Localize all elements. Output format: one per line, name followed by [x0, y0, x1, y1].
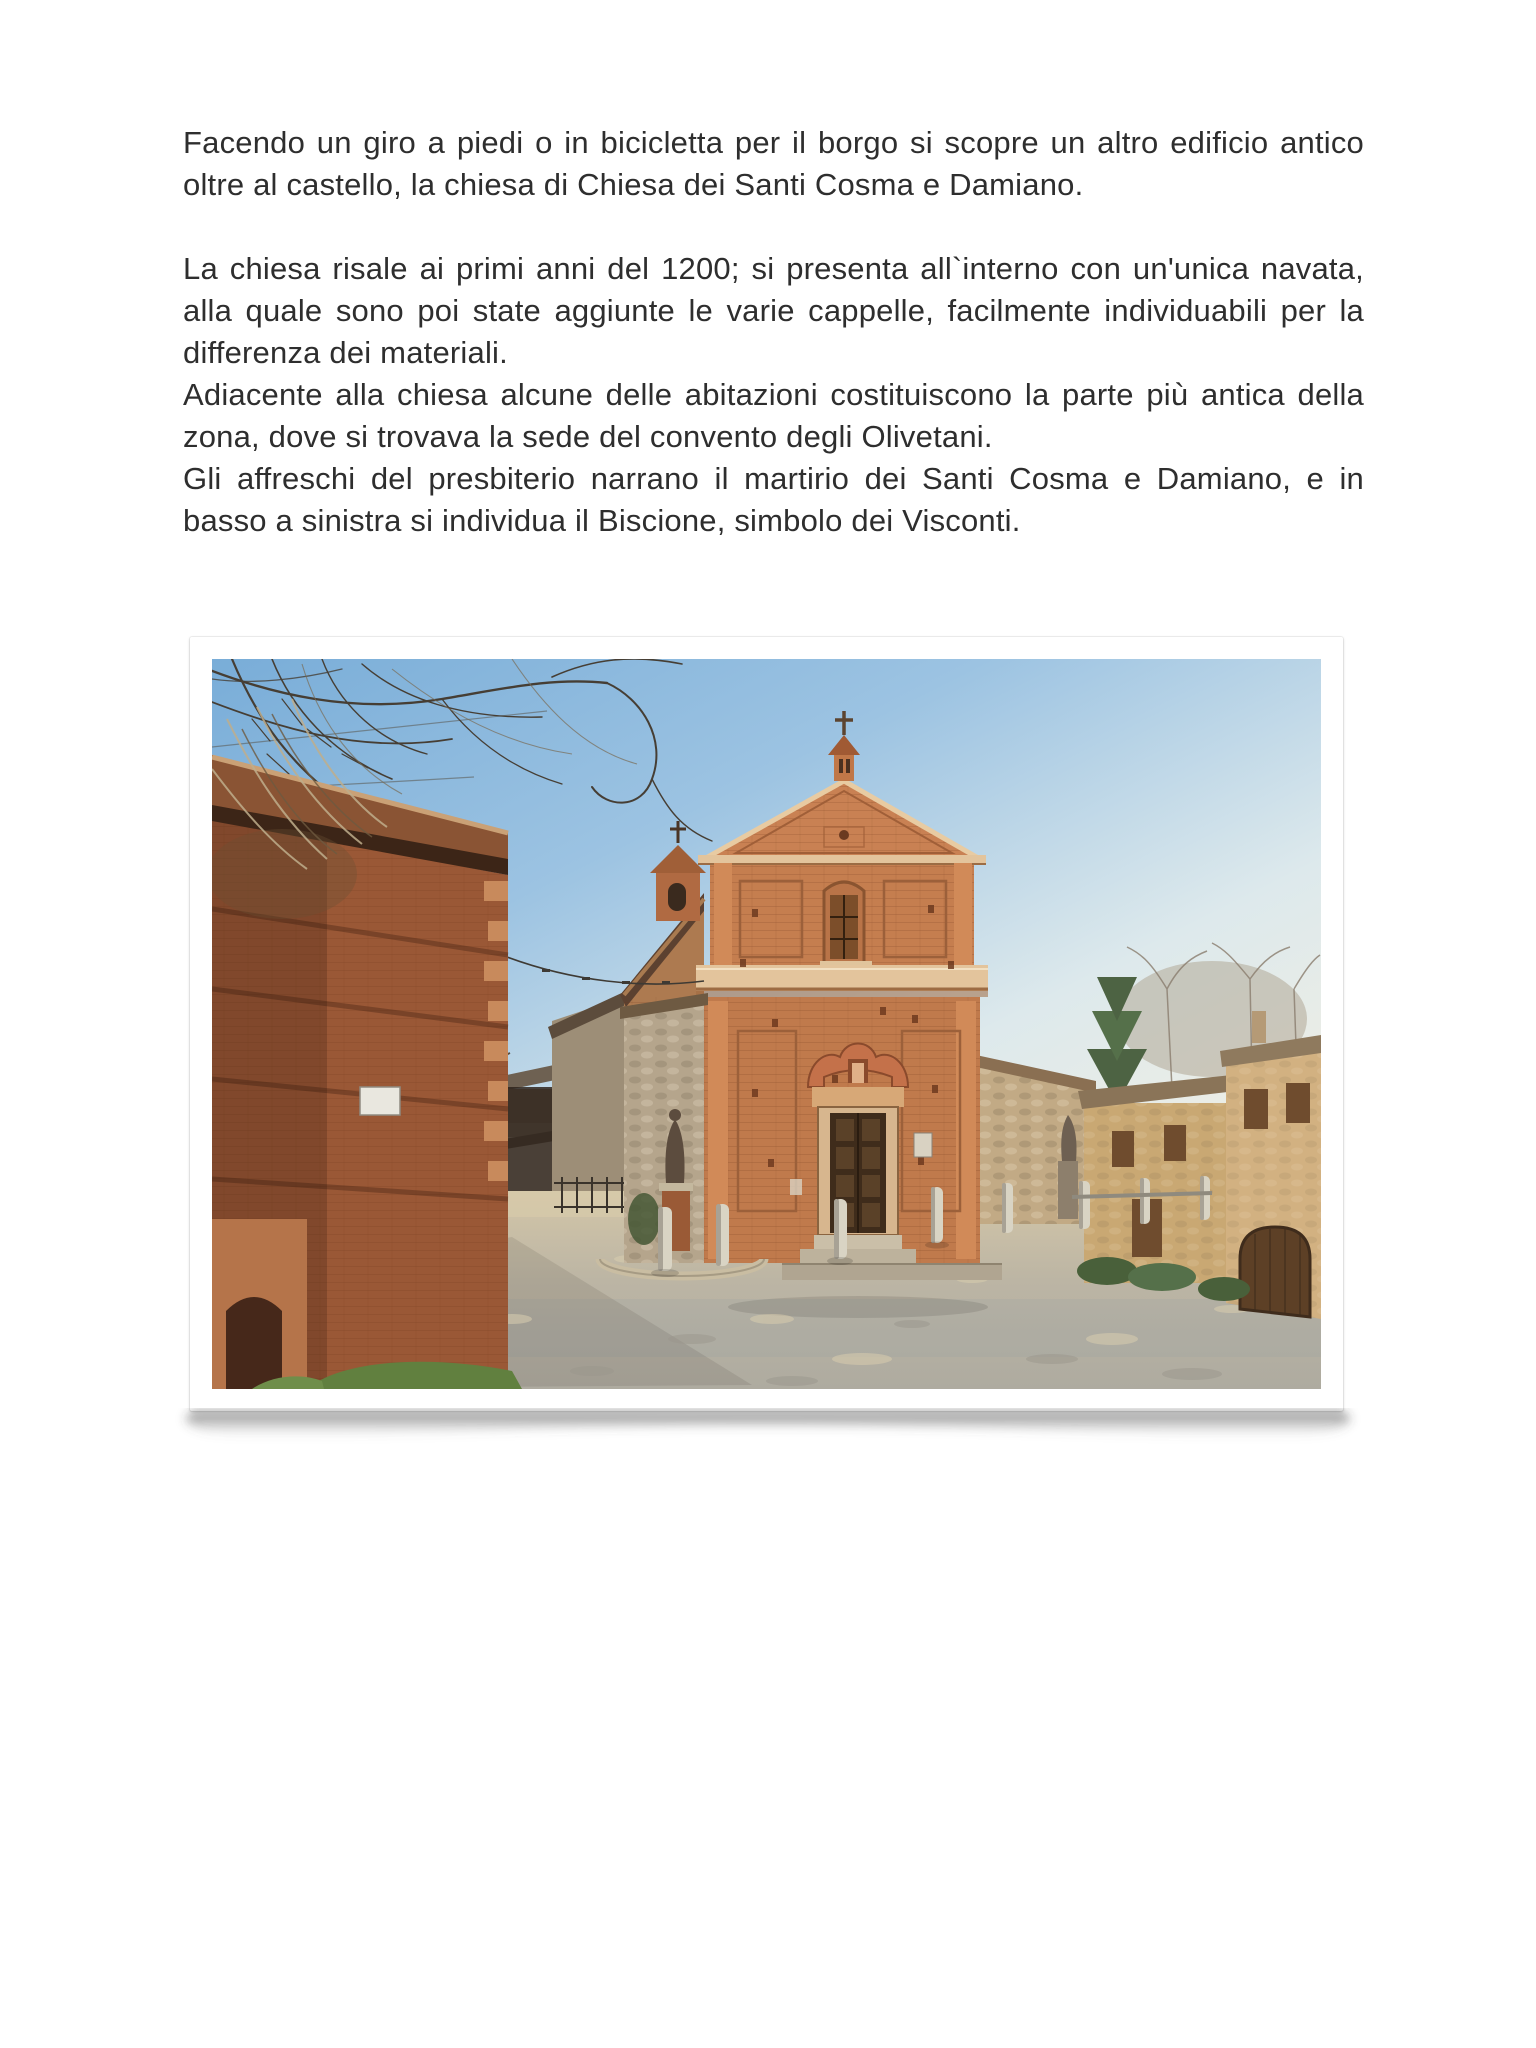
wall-plaque [914, 1133, 932, 1157]
article-text [183, 122, 1364, 542]
arched-niche [226, 1297, 282, 1389]
paragraph: Gli affreschi del presbiterio narrano il martirio dei Santi Cosma e Damiano, e in basso a sinistra si individua il Biscione, simbolo dei Visconti. [183, 461, 1364, 538]
pillar-statue-base [1058, 1161, 1078, 1219]
paragraph: Adiacente alla chiesa alcune delle abitazioni costituiscono la parte più antica della zona, dove si trovava la sede del convento degli Olivetani. [183, 377, 1364, 454]
paragraph: Facendo un giro a piedi o in bicicletta per il borgo si scopre un altro edificio antico oltre al castello, la chiesa di Chiesa dei Santi Cosma e Damiano. [183, 125, 1364, 202]
facade-window [820, 882, 872, 967]
church-photo [190, 637, 1343, 1411]
church-photo-illustration [212, 659, 1321, 1389]
wall-sign [360, 1087, 400, 1115]
paragraph: La chiesa risale ai primi anni del 1200; si presenta all`interno con un'unica navata, alla quale sono poi state aggiunte le varie cappelle, facilmente individuabili per la differenza dei materiali. [183, 251, 1364, 370]
photo-curl-shadow [165, 1408, 1370, 1480]
